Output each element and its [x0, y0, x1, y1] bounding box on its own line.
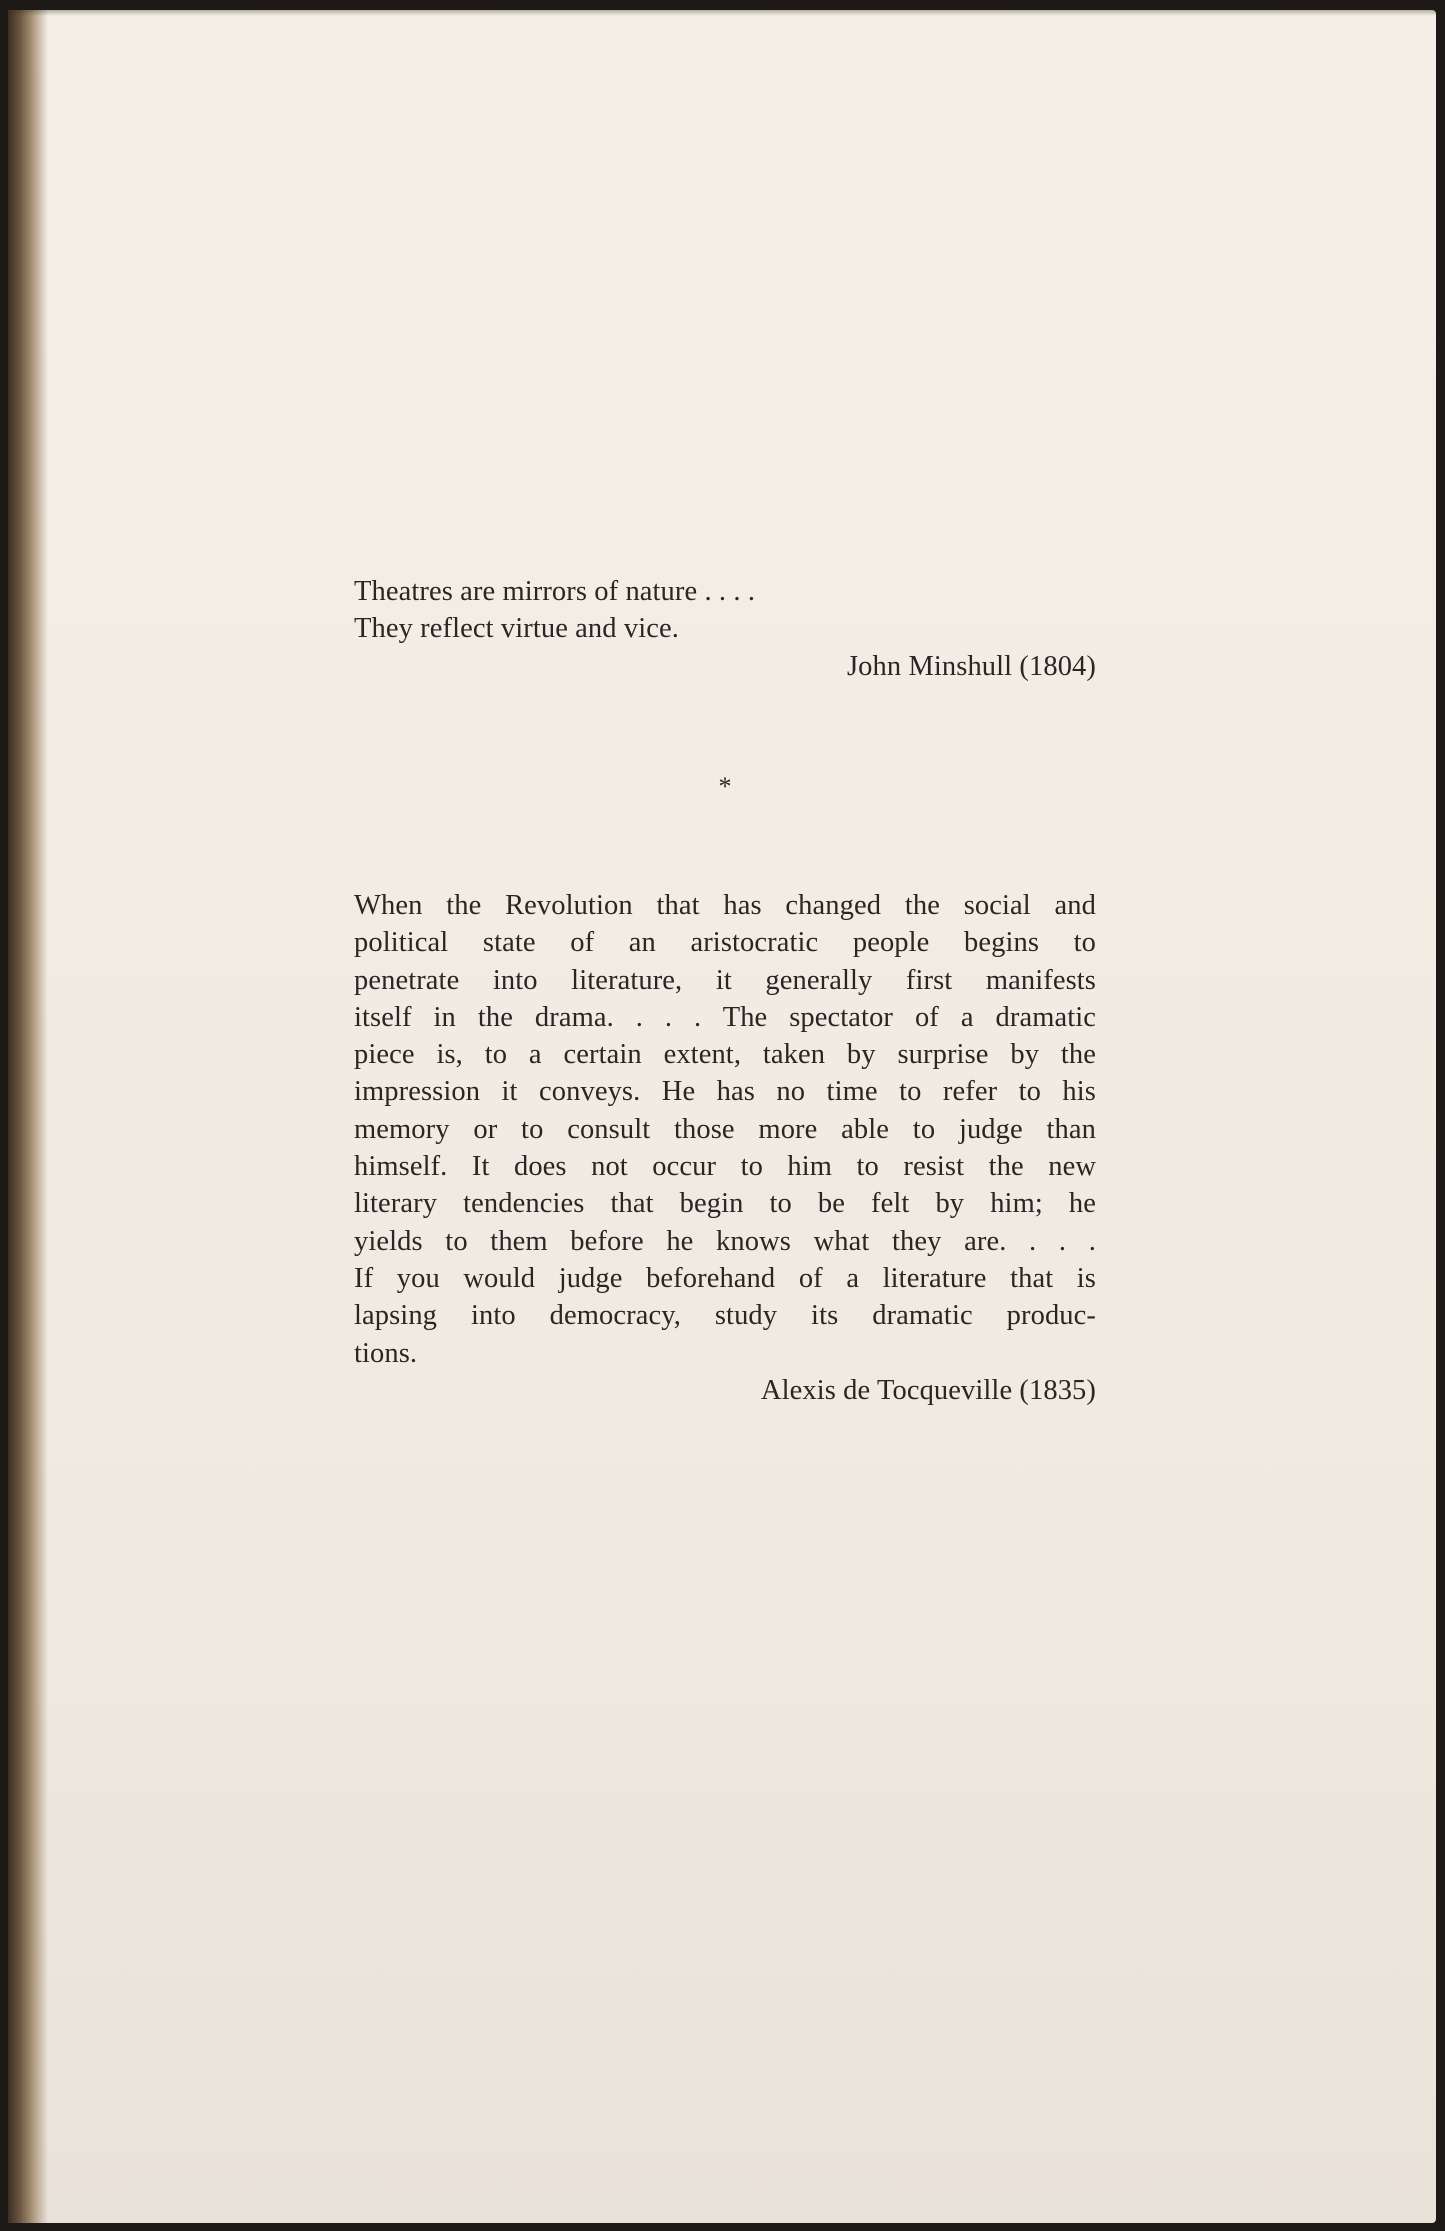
quote-line: piece is, to a certain extent, taken by surprise by the: [354, 1039, 1096, 1071]
quote-line: If you would judge beforehand of a literature that is: [354, 1262, 1096, 1294]
quote-attribution: Alexis de Tocqueville (1835): [760, 1374, 1096, 1406]
quote-line: lapsing into democracy, study its dramatic produc-: [354, 1300, 1096, 1332]
epigraph-attribution: John Minshull (1804): [846, 650, 1096, 682]
epigraph-line: Theatres are mirrors of nature . . . .: [354, 576, 756, 607]
epigraph-minshull: [354, 573, 1096, 685]
quote-line: memory or to consult those more able to judge than: [354, 1113, 1096, 1145]
quote-line: penetrate into literature, it generally first manifests: [354, 964, 1096, 996]
gutter-shadow: [8, 10, 48, 2223]
quote-line: literary tendencies that begin to be felt by him; he: [354, 1188, 1096, 1220]
quote-line: When the Revolution that has changed the social and: [354, 890, 1096, 921]
quote-line: himself. It does not occur to him to resist the new: [354, 1151, 1096, 1183]
epigraph-line: They reflect virtue and vice.: [354, 613, 679, 645]
asterisk-separator: *: [718, 772, 732, 801]
quote-line: impression it conveys. He has no time to refer to his: [354, 1076, 1096, 1108]
page-top-edge: [8, 10, 1436, 16]
quote-line: tions.: [354, 1337, 418, 1369]
quote-line: itself in the drama. . . . The spectator of a dramatic: [354, 1001, 1096, 1033]
quote-line: political state of an aristocratic people begins to: [354, 927, 1096, 959]
epigraph-tocqueville: [354, 887, 1096, 1409]
quote-line: yields to them before he knows what they are. . . .: [354, 1225, 1096, 1257]
